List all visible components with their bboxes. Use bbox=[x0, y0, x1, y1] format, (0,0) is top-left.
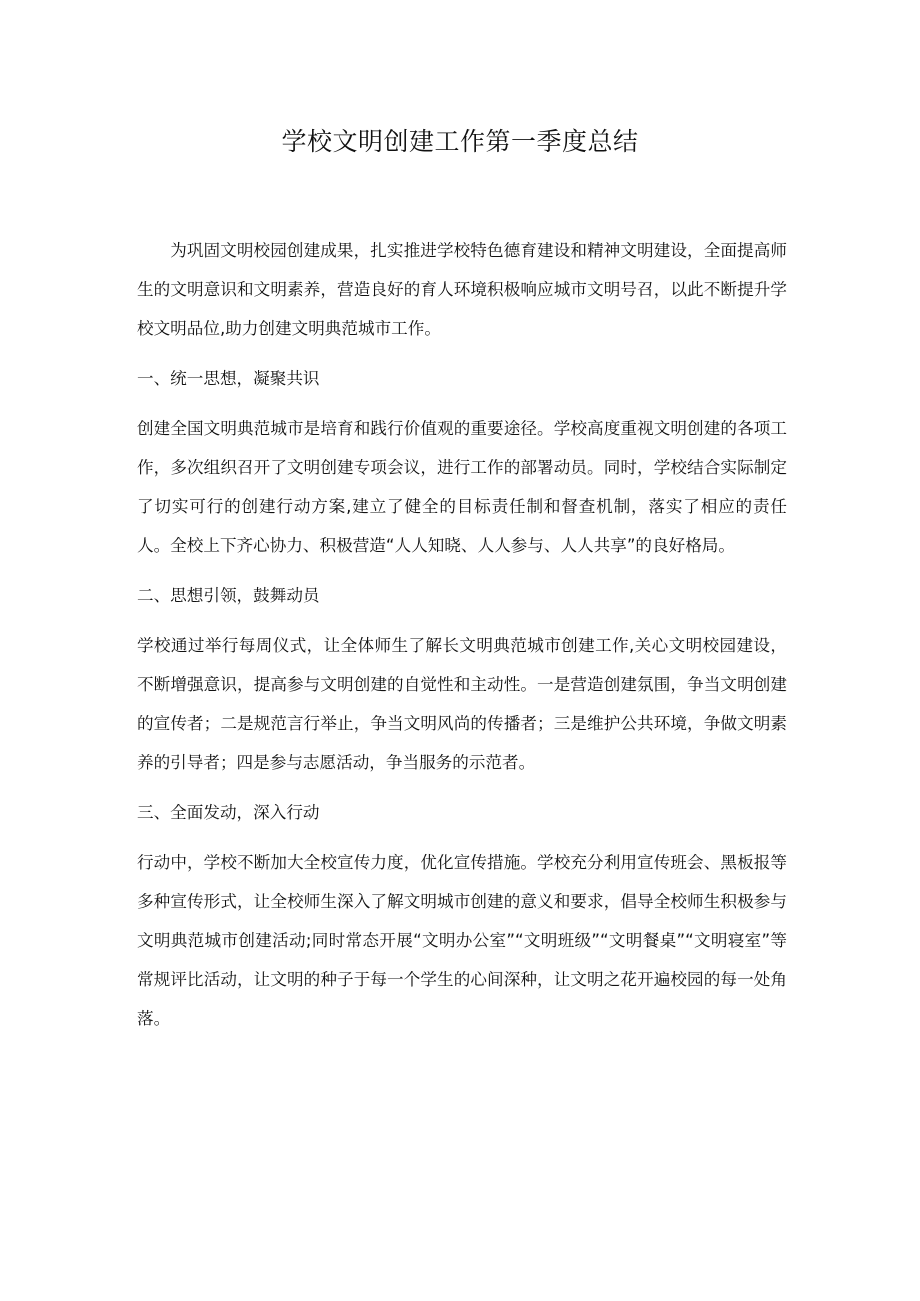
section-3 bbox=[137, 793, 787, 1038]
section-heading: 三、全面发动，深入行动 bbox=[137, 803, 320, 822]
section-body: 行动中，学校不断加大全校宣传力度，优化宣传措施。学校充分利用宣传班会、黑板报等多种宣传形式，让全校师生深入了解文明城市创建的意义和要求，倡导全校师生积极参与文明典范城市创建活动;同时常态开展“文明办公室”“文明班级”“文明餐桌”“文明寝室”等常规评比活动，让文明的种子于每一个学生的心间深种，让文明之花开遍校园的每一处角落。 bbox=[137, 853, 787, 1028]
section-body: 学校通过举行每周仪式，让全体师生了解长文明典范城市创建工作,关心文明校园建设，不断增强意识，提高参与文明创建的自觉性和主动性。一是营造创建氛围，争当文明创建的宣传者；二是规范言行举止，争当文明风尚的传播者；三是维护公共环境，争做文明素养的引导者；四是参与志愿活动，争当服务的示范者。 bbox=[137, 636, 787, 772]
intro-paragraph: 为巩固文明校园创建成果，扎实推进学校特色德育建设和精神文明建设，全面提高师生的文明意识和文明素养，营造良好的育人环境积极响应城市文明号召，以此不断提升学校文明品位,助力创建文明典范城市工作。 bbox=[137, 241, 787, 338]
document-title: 学校文明创建工作第一季度总结 bbox=[281, 127, 639, 156]
section-2 bbox=[137, 576, 787, 782]
section-heading: 一、统一思想，凝聚共识 bbox=[137, 369, 320, 388]
section-1 bbox=[137, 359, 787, 565]
section-heading: 二、思想引领，鼓舞动员 bbox=[137, 586, 320, 605]
document-body bbox=[137, 231, 787, 1049]
section-body: 创建全国文明典范城市是培育和践行价值观的重要途径。学校高度重视文明创建的各项工作，多次组织召开了文明创建专项会议，进行工作的部署动员。同时，学校结合实际制定了切实可行的创建行动方案,建立了健全的目标责任制和督查机制，落实了相应的责任人。全校上下齐心协力、积极营造“人人知晓、人人参与、人人共享”的良好格局。 bbox=[137, 419, 787, 555]
